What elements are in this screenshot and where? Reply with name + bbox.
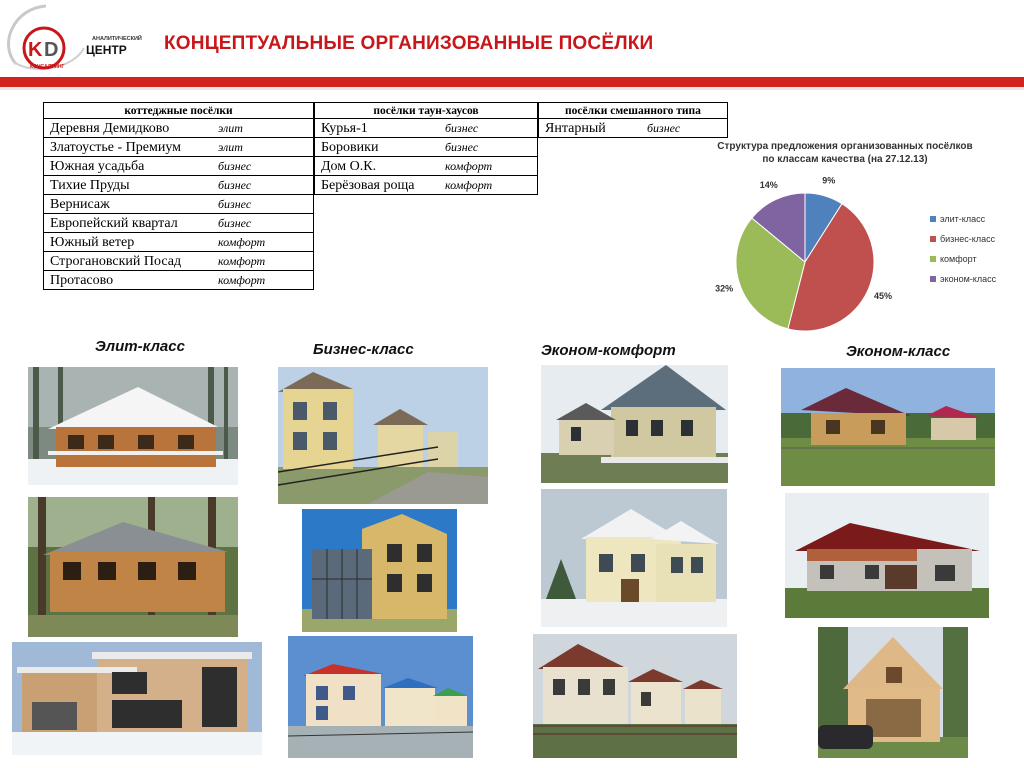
photo-business-2 — [302, 509, 457, 632]
table-row — [44, 252, 314, 271]
table-townhouse-header: посёлки таун-хаусов — [315, 103, 538, 119]
legend-swatch-1 — [930, 236, 936, 242]
village-class: комфорт — [445, 176, 538, 195]
header-grey-bar — [0, 87, 1024, 90]
legend-swatch-0 — [930, 216, 936, 222]
logo-sub-text: КОНСАЛТИНГ — [30, 64, 65, 70]
photo-business-3 — [288, 636, 473, 758]
village-class: бизнес — [445, 119, 538, 138]
pie-value-label-3: 14% — [759, 180, 778, 191]
table-row — [44, 233, 314, 252]
photo-elite-2 — [28, 497, 238, 637]
photo-econ-comfort-3 — [533, 634, 737, 758]
table-row — [44, 214, 314, 233]
village-name: Европейский квартал — [44, 214, 219, 233]
legend-label-0: элит-класс — [940, 214, 986, 224]
village-name: Златоустье - Премиум — [44, 138, 219, 157]
village-class: элит — [218, 119, 314, 138]
village-class: комфорт — [445, 157, 538, 176]
village-class: бизнес — [218, 176, 314, 195]
table-row — [315, 119, 538, 138]
village-name: Янтарный — [539, 119, 648, 138]
village-class: элит — [218, 138, 314, 157]
pie-chart-title — [700, 140, 990, 166]
photo-elite-1 — [28, 367, 238, 485]
village-name: Боровики — [315, 138, 446, 157]
table-row — [44, 195, 314, 214]
table-row — [44, 138, 314, 157]
village-name: Строгановский Посад — [44, 252, 219, 271]
table-mixed-header: посёлки смешанного типа — [539, 103, 728, 119]
photo-econ-3 — [818, 627, 968, 758]
pie-value-label-1: 45% — [874, 290, 893, 301]
village-name: Южная усадьба — [44, 157, 219, 176]
village-name: Дом О.К. — [315, 157, 446, 176]
category-elite-label: Элит-класс — [95, 338, 185, 355]
table-row — [44, 157, 314, 176]
table-row — [315, 138, 538, 157]
legend-label-3: эконом-класс — [940, 274, 997, 284]
svg-text:D: D — [44, 39, 59, 61]
pie-value-label-0: 9% — [822, 175, 836, 186]
village-name: Деревня Демидково — [44, 119, 219, 138]
legend-swatch-2 — [930, 256, 936, 262]
photo-econ-2 — [785, 493, 989, 618]
pie-title-line1: Структура предложения организованных посёлков — [717, 141, 973, 152]
legend-swatch-3 — [930, 276, 936, 282]
village-class: бизнес — [218, 157, 314, 176]
village-class: бизнес — [647, 119, 728, 138]
village-name: Южный ветер — [44, 233, 219, 252]
village-class: комфорт — [218, 252, 314, 271]
table-row — [44, 119, 314, 138]
village-name: Вернисаж — [44, 195, 219, 214]
photo-econ-1 — [781, 368, 995, 486]
header-red-bar — [0, 77, 1024, 87]
photo-elite-3 — [12, 642, 262, 755]
legend-label-2: комфорт — [940, 254, 977, 264]
logo-small-text: АНАЛИТИЧЕСКИЙ — [92, 36, 142, 42]
village-name: Тихие Пруды — [44, 176, 219, 195]
village-class: бизнес — [218, 214, 314, 233]
photo-econ-comfort-1 — [541, 365, 728, 483]
village-name: Курья-1 — [315, 119, 446, 138]
table-row — [44, 271, 314, 290]
pie-value-label-2: 32% — [715, 283, 734, 294]
table-row — [315, 176, 538, 195]
pie-title-line2: по классам качества (на 27.12.13) — [762, 154, 928, 165]
table-cottage-header: коттеджные посёлки — [44, 103, 314, 119]
legend-label-1: бизнес-класс — [940, 234, 996, 244]
company-logo — [4, 4, 154, 74]
photo-econ-comfort-2 — [541, 489, 727, 627]
table-townhouse-villages — [314, 102, 538, 195]
village-class: бизнес — [445, 138, 538, 157]
table-row — [539, 119, 728, 138]
logo-big-text: ЦЕНТР — [86, 43, 127, 57]
svg-text:K: K — [28, 39, 43, 61]
table-cottage-villages — [43, 102, 314, 290]
table-row — [44, 176, 314, 195]
page-title: КОНЦЕПТУАЛЬНЫЕ ОРГАНИЗОВАННЫЕ ПОСЁЛКИ — [164, 33, 654, 54]
village-class: бизнес — [218, 195, 314, 214]
category-business-label: Бизнес-класс — [313, 341, 414, 358]
pie-chart — [700, 170, 1010, 345]
table-mixed-villages — [538, 102, 728, 138]
village-class: комфорт — [218, 271, 314, 290]
category-econ-comfort-label: Эконом-комфорт — [541, 342, 676, 359]
village-class: комфорт — [218, 233, 314, 252]
table-row — [315, 157, 538, 176]
category-econ-label: Эконом-класс — [846, 343, 951, 360]
village-name: Протасово — [44, 271, 219, 290]
photo-business-1 — [278, 367, 488, 504]
village-name: Берёзовая роща — [315, 176, 446, 195]
